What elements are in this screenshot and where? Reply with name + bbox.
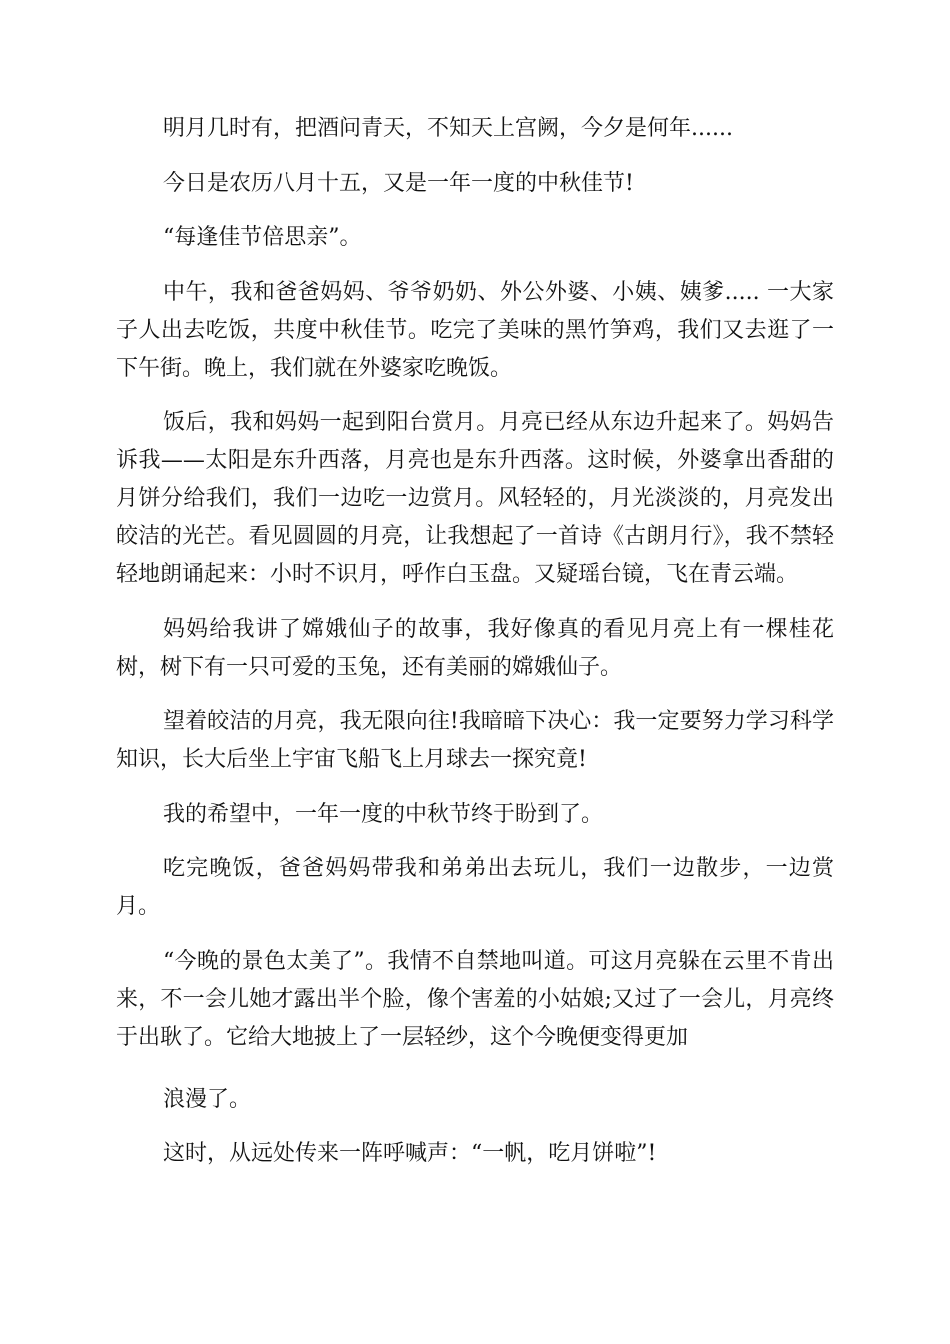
- paragraph-quote: “每逢佳节倍思亲”。: [163, 225, 362, 250]
- paragraph-change-story: 妈妈给我讲了嫦娥仙子的故事，我好像真的看见月亮上有一棵桂花树，树下有一只可爱的玉兔，还有美丽的嫦娥仙子。: [116, 616, 834, 680]
- paragraph-romantic: 浪漫了。: [163, 1086, 252, 1112]
- paragraph-aspiration: 望着皎洁的月亮，我无限向往!我暗暗下决心：我一定要努力学习科学知识，长大后坐上宇宙飞船飞上月球去一探究竟!: [116, 709, 834, 772]
- paragraph-lunch: 中午，我和爸爸妈妈、爷爷奶奶、外公外婆、小姨、姨爹..... 一大家子人出去吃饭，共度中秋佳节。吃完了美味的黑竹笋鸡，我们又去逛了一下午街。晚上，我们就在外婆家吃晚饭。: [116, 279, 834, 381]
- paragraph-mooncake-call: 这时，从远处传来一阵呼喊声：“一帆，吃月饼啦”!: [163, 1141, 657, 1166]
- paragraph-evening-walk: 吃完晚饭，爸爸妈妈带我和弟弟出去玩儿，我们一边散步，一边赏月。: [116, 856, 834, 919]
- document-page: [116, 110, 834, 1190]
- paragraph-poem-opening: 明月几时有，把酒问青天，不知天上宫阙，今夕是何年......: [163, 116, 733, 141]
- paragraph-moon-viewing: 饭后，我和妈妈一起到阳台赏月。月亮已经从东边升起来了。妈妈告诉我——太阳是东升西落，月亮也是东升西落。这时候，外婆拿出香甜的月饼分给我们，我们一边吃一边赏月。风轻轻的，月光淡淡的，月亮发出皎洁的光芒。看见圆圆的月亮，让我想起了一首诗《古朗月行》，我不禁轻轻地朗诵起来：小时不识月，呼作白玉盘。又疑瑶台镜，飞在青云端。: [116, 410, 834, 587]
- paragraph-beautiful-night: “今晚的景色太美了”。我情不自禁地叫道。可这月亮躲在云里不肯出来，不一会儿她才露出半个脸，像个害羞的小姑娘;又过了一会儿，月亮终于出耿了。它给大地披上了一层轻纱，这个今晚便变得更加: [116, 948, 834, 1050]
- paragraph-festival-date: 今日是农历八月十五，又是一年一度的中秋佳节!: [163, 170, 634, 196]
- paragraph-hope: 我的希望中，一年一度的中秋节终于盼到了。: [163, 801, 604, 827]
